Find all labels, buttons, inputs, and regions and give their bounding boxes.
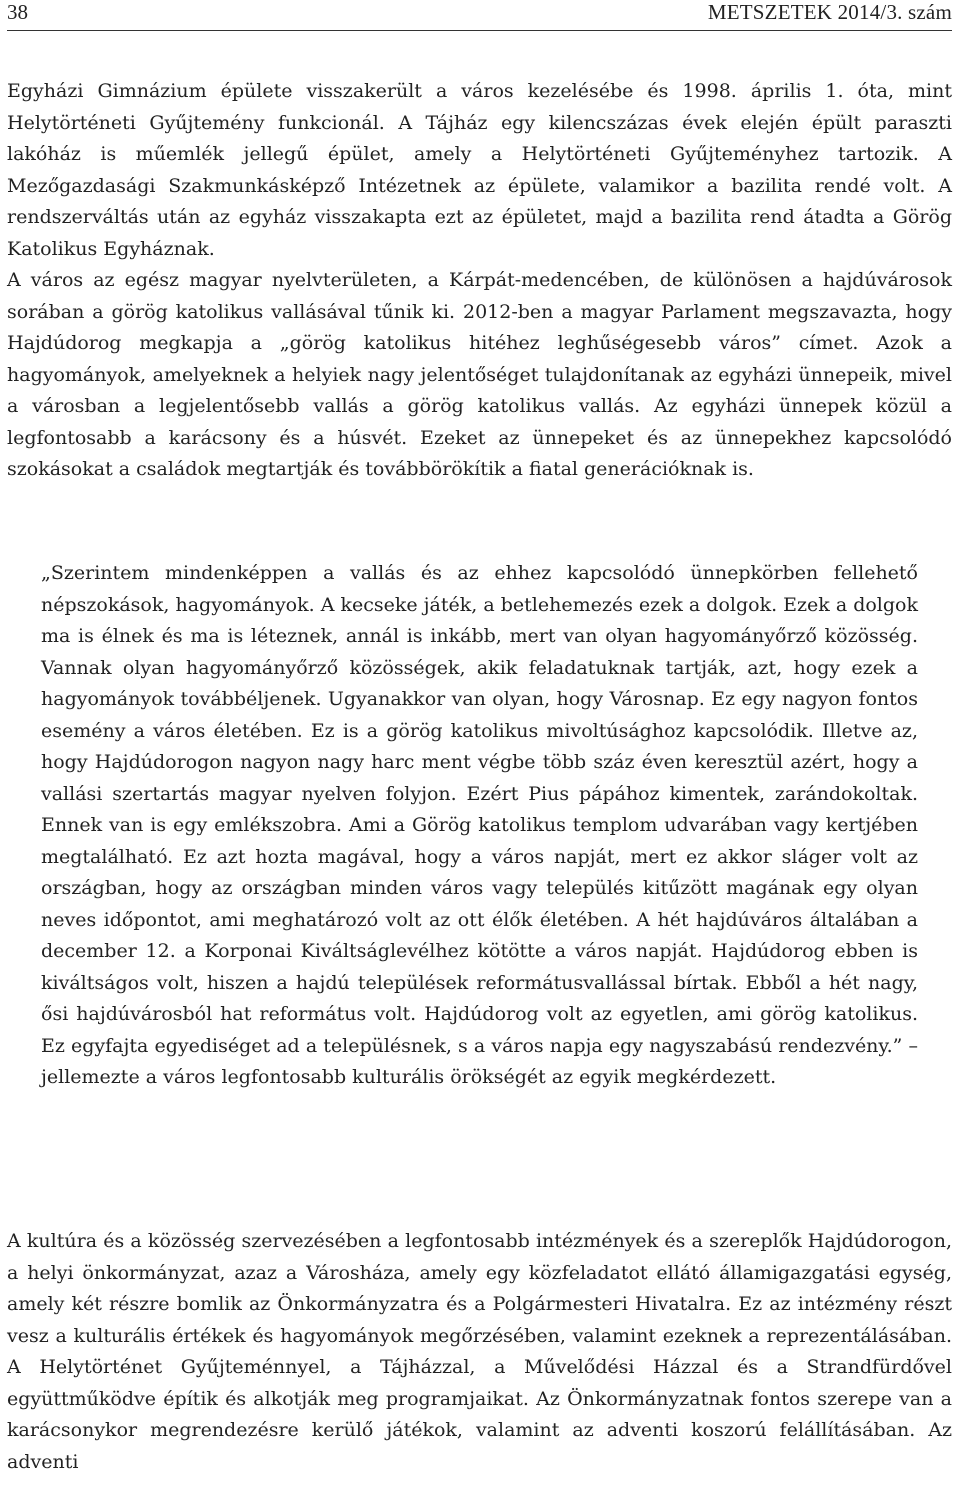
body-text-block [7,76,952,486]
interview-quote: „Szerintem mindenképpen a vallás és az ehhez kapcsolódó ünnepkörben fellehető népszokások, hagyományok. A kecseke játék, a betlehemezés ezek a dolgok. Ezek a dolgok ma is élnek és ma is léteznek, annál is inkább, mert van olyan hagyományőrző közösség. Vannak olyan hagyományőrző közösségek, akik feladatuknak tartják, azt, hogy ezek a hagyományok továbbéljenek. Ugyanakkor van olyan, hogy Városnap. Ez egy nagyon fontos esemény a város életében. Ez is a görög katolikus mivoltúsághoz kapcsolódik. Illetve az, hogy Hajdúdorogon nagyon nagy harc ment végbe több száz éven keresztül azért, hogy a vallási szertartás magyar nyelven folyjon. Ezért Pius pápához kimentek, zarándokoltak. Ennek van is egy emlékszobra. Ami a Görög katolikus templom udvarában vagy kertjében megtalálható. Ez azt hozta magával, hogy a város napját, mert ez akkor sláger volt az országban, hogy az országban minden város vagy település kitűzött magának egy olyan neves időpontot, ami meghatározó volt az ott élők életében. A hét hajdúváros általában a december 12. a Korponai Kiváltságlevélhez kötötte a város napját. Hajdúdorog ebben is kiváltságos volt, hiszen a hajdú települések reformátusvallással bírtak. Ebből a hét nagy, ősi hajdúvárosból hat református volt. Hajdúdorog volt az egyetlen, ami görög katolikus. Ez egyfajta egyediséget ad a településnek, s a város napja egy nagyszabású rendezvény.” – jellemezte a város legfontosabb kulturális örökségét az egyik megkérdezett. [41,562,918,1088]
paragraph-2: A város az egész magyar nyelvterületen, a Kárpát-medencében, de különösen a hajdúvárosok sorában a görög katolikus vallásával tűnik ki. 2012-ben a magyar Parlament megszavazta, hogy Hajdúdorog megkapja a „görög katolikus hitéhez leghűségesebb város” címet. Azok a hagyományok, amelyeknek a helyiek nagy jelentőséget tulajdonítanak az egyházi ünnepeik, mivel a városban a legjelentősebb vallás a görög katolikus vallás. Az egyházi ünnepek közül a legfontosabb a karácsony és a húsvét. Ezeket az ünnepeket és az ünnepekhez kapcsolódó szokásokat a családok megtartják és továbbörökítik a fiatal generációknak is. [7,269,952,480]
paragraph-3: A kultúra és a közösség szervezésében a legfontosabb intézmények és a szereplők Hajdúdorogon, a helyi önkormányzat, azaz a Városháza, amely egy közfeladatot ellátó államigazgatási egység, amely két részre bomlik az Önkormányzatra és a Polgármesteri Hivatalra. Ez az intézmény részt vesz a kulturális értékek és hagyományok megőrzésében, valamint ezeknek a reprezentálásában. A Helytörténet Gyűjteménnyel, a Tájházzal, a Művelődési Házzal és a Strandfürdővel együttműködve építik és alkotják meg programjaikat. Az Önkormányzatnak fontos szerepe van a karácsonykor megrendezésre kerülő játékok, valamint az adventi koszorú felállításában. Az adventi [7,1230,952,1473]
paragraph-1: Egyházi Gimnázium épülete visszakerült a város kezelésébe és 1998. április 1. óta, mint Helytörténeti Gyűjtemény funkcionál. A Tájház egy kilencszázas évek elején épült paraszti lakóház is műemlék jellegű épület, amely a Helytörténeti Gyűjteményhez tartozik. A Mezőgazdasági Szakmunkásképző Intézetnek az épülete, valamikor a bazilita rendé volt. A rendszerváltás után az egyház visszakapta ezt az épületet, majd a bazilita rend átadta a Görög Katolikus Egyháznak. [7,80,952,260]
page-number: 38 [7,0,28,24]
page-header [7,0,952,31]
journal-running-title: METSZETEK 2014/3. szám [707,0,952,24]
